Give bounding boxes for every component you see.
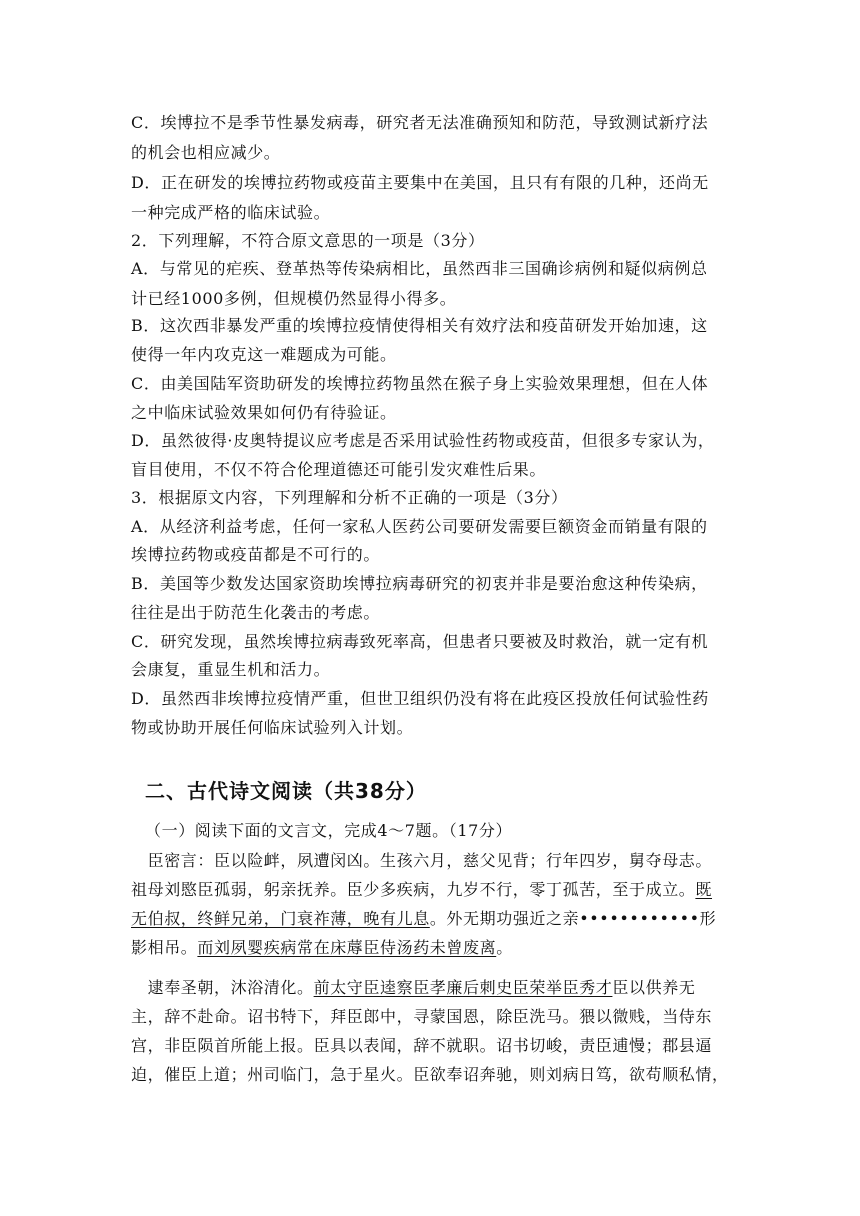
underlined-sentence-start: 既 — [695, 880, 713, 899]
q1-option-c-line1: C．埃博拉不是季节性暴发病毒，研究者无法准确预知和防范，导致测试新疗法 — [131, 113, 709, 132]
q3-option-b-line2: 往往是出于防范生化袭击的考虑。 — [131, 603, 381, 622]
q2-option-b-line1: B．这次西非暴发严重的埃博拉疫情使得相关有效疗法和疫苗研发开始加速，这 — [131, 316, 708, 335]
passage-p1-line3 — [131, 908, 716, 930]
passage-text: 影相吊。 — [131, 938, 198, 957]
passage-text: 逮奉圣朝，沐浴清化。 — [131, 978, 314, 997]
section-subheading: （一）阅读下面的文言文，完成4～7题。（17分） — [145, 821, 513, 840]
q2-option-c-line2: 之中临床试验效果如何仍有待验证。 — [131, 403, 397, 422]
passage-text: 。 — [496, 938, 513, 957]
passage-p1-line1: 臣密言：臣以险衅，夙遭闵凶。生孩六月，慈父见背；行年四岁，舅夺母志。 — [131, 851, 713, 870]
q3-option-d-line1: D．虽然西非埃博拉疫情严重，但世卫组织仍没有将在此疫区投放任何试验性药 — [131, 689, 709, 708]
passage-p1-line4 — [131, 937, 513, 959]
q1-option-d-line2: 一种完成严格的临床试验。 — [131, 203, 331, 222]
passage-text: 臣以供养无 — [612, 978, 696, 997]
q3-option-a-line2: 埃博拉药物或疫苗都是不可行的。 — [131, 545, 381, 564]
passage-p2-line3: 宫，非臣陨首所能上报。臣具以表闻，辞不就职。诏书切峻，责臣逋慢；郡县逼 — [131, 1036, 713, 1055]
q3-option-c-line2: 会康复，重显生机和活力。 — [131, 660, 331, 679]
q2-option-a-line2: 计已经1000多例，但规模仍然显得小得多。 — [131, 289, 457, 308]
passage-text: 。外无期功强近之亲 — [429, 909, 580, 928]
q3-option-b-line1: B．美国等少数发达国家资助埃博拉病毒研究的初衷并非是要治愈这种传染病， — [131, 574, 708, 593]
passage-text: 祖母刘愍臣孤弱，躬亲抚养。臣少多疾病，九岁不行，零丁孤苦，至于成立。 — [131, 880, 696, 899]
section-heading: 二、古代诗文阅读（共38分） — [145, 779, 427, 803]
underlined-sentence: 而刘夙婴疾病常在床蓐臣侍汤药未曾废离 — [197, 938, 497, 957]
passage-p1-line2 — [131, 879, 712, 901]
q2-option-d-line1: D．虽然彼得·皮奥特提议应考虑是否采用试验性药物或疫苗，但很多专家认为， — [131, 431, 715, 450]
q3-option-d-line2: 物或协助开展任何临床试验列入计划。 — [131, 718, 414, 737]
q3-option-c-line1: C．研究发现，虽然埃博拉病毒致死率高，但患者只要被及时救治，就一定有机 — [131, 632, 709, 651]
passage-p2-line1 — [131, 977, 695, 999]
q2-option-c-line1: C．由美国陆军资助研发的埃博拉药物虽然在猴子身上实验效果理想，但在人体 — [131, 374, 709, 393]
dotted-emphasis-marks: ••••••••••••形 — [579, 909, 717, 928]
passage-p2-line4: 迫，催臣上道；州司临门，急于星火。臣欲奉诏奔驰，则刘病日笃，欲苟顺私情， — [131, 1065, 729, 1084]
underlined-sentence: 无伯叔，终鲜兄弟，门衰祚薄，晚有儿息 — [131, 909, 430, 928]
q1-option-d-line1: D．正在研发的埃博拉药物或疫苗主要集中在美国，且只有有限的几种，还尚无 — [131, 173, 709, 192]
q3-stem: 3．根据原文内容，下列理解和分析不正确的一项是（3分） — [131, 488, 568, 507]
underlined-sentence: 前太守臣逵察臣孝廉后刺史臣荣举臣秀才 — [313, 978, 613, 997]
q2-stem: 2．下列理解，不符合原文意思的一项是（3分） — [131, 231, 485, 250]
q2-option-d-line2: 盲目使用，不仅不符合伦理道德还可能引发灾难性后果。 — [131, 460, 547, 479]
q2-option-a-line1: A．与常见的疟疾、登革热等传染病相比，虽然西非三国确诊病例和疑似病例总 — [131, 259, 708, 278]
q2-option-b-line2: 使得一年内攻克这一难题成为可能。 — [131, 345, 397, 364]
passage-p2-line2: 主，辞不赴命。诏书特下，拜臣郎中，寻蒙国恩，除臣洗马。猥以微贱，当侍东 — [131, 1007, 713, 1026]
q1-option-c-line2: 的机会也相应减少。 — [131, 143, 281, 162]
q3-option-a-line1: A．从经济利益考虑，任何一家私人医药公司要研发需要巨额资金而销量有限的 — [131, 517, 708, 536]
